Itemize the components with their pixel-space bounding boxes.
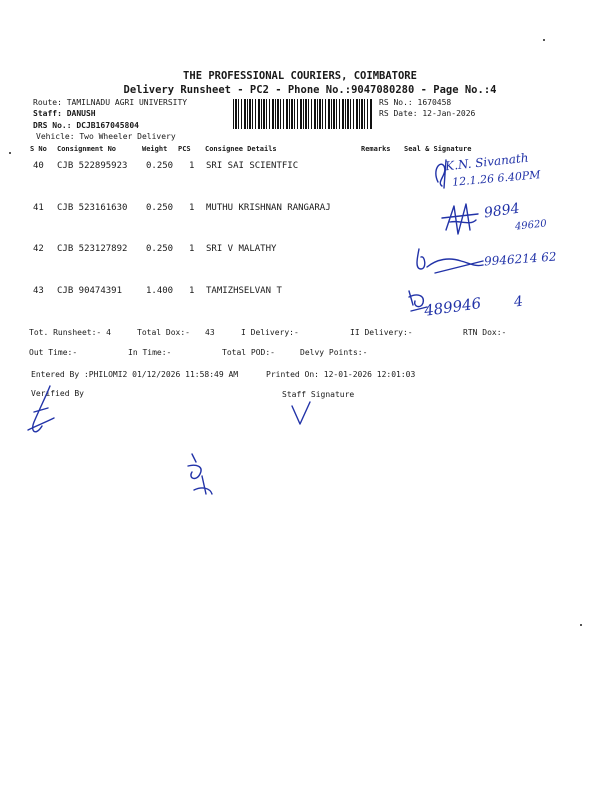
handwriting-row40-date: 12.1.26 6.40PM [451,168,542,189]
i-delivery: I Delivery:- [241,328,299,337]
cell-pcs: 1 [189,203,195,213]
vehicle-label: Vehicle: Two Wheeler Delivery [36,132,176,141]
entered-by: Entered By :PHILOMI2 01/12/2026 11:58:49 AM [31,370,239,379]
total-dox-value: 43 [205,328,215,337]
cell-pcs: 1 [189,244,195,254]
rs-date: RS Date: 12-Jan-2026 [379,109,476,118]
header-weight: Weight [142,145,168,153]
cell-consignee: MUTHU KRISHNAN RANGARAJ [206,203,331,213]
handwriting-row40-name: K.N. Sivanath [444,150,530,174]
header-consignee: Consignee Details [205,145,277,153]
header-pcs: PCS [178,145,191,153]
header-sno: S No [30,145,47,153]
cell-pcs: 1 [189,161,195,171]
cell-weight: 0.250 [146,203,174,213]
runsheet-subtitle: Delivery Runsheet - PC2 - Phone No.:9047080280 - Page No.:4 [123,84,497,96]
total-runsheet: Tot. Runsheet:- 4 [29,328,111,337]
total-dox-label: Total Dox:- [137,328,190,337]
out-time: Out Time:- [29,348,78,357]
scan-speck [580,624,582,626]
cell-consignee: SRI SAI SCIENTFIC [206,161,299,171]
header-consignment: Consignment No [57,145,117,153]
total-pod: Total POD:- [222,348,275,357]
ii-delivery: II Delivery:- [350,328,413,337]
staff-signature-label: Staff Signature [282,390,355,399]
delivery-points: Delvy Points:- [300,348,368,357]
header-seal: Seal & Signature [404,145,472,153]
cell-pcs: 1 [189,286,195,296]
scan-speck [543,39,545,41]
cell-weight: 1.400 [146,286,174,296]
cell-consignment: CJB 90474391 [57,286,123,296]
cell-sno: 43 [33,286,44,296]
in-time: In Time:- [128,348,172,357]
handwriting-row41-b: 49620 [514,218,548,233]
route-label: Route: TAMILNADU AGRI UNIVERSITY [33,98,188,107]
cell-sno: 40 [33,161,44,171]
cell-consignee: TAMIZHSELVAN T [206,286,282,296]
cell-consignment: CJB 522895923 [57,161,128,171]
company-title: THE PROFESSIONAL COURIERS, COIMBATORE [183,70,417,82]
handwriting-row42: 9946214 62 [483,249,557,269]
verified-by: Verified By [31,389,84,398]
rs-number: RS No.: 1670458 [379,98,452,107]
verifier-signature [20,382,70,442]
cell-consignee: SRI V MALATHY [206,244,277,254]
cell-weight: 0.250 [146,161,174,171]
cell-sno: 41 [33,203,44,213]
cell-consignment: CJB 523127892 [57,244,128,254]
staff-signature-mark [288,400,318,428]
drs-number: DRS No.: DCJB167045804 [33,121,139,130]
header-remarks: Remarks [361,145,391,153]
handwriting-row41-a: 9894 [483,200,521,222]
cell-weight: 0.250 [146,244,174,254]
scan-speck [9,152,11,154]
handwriting-row43: 489946 [423,294,483,320]
staff-label: Staff: DANUSH [33,109,96,118]
printed-on: Printed On: 12-01-2026 12:01:03 [266,370,416,379]
signature-row-42 [413,245,493,280]
cell-sno: 42 [33,244,44,254]
stray-signature [180,450,220,500]
rtn-dox: RTN Dox:- [463,328,507,337]
handwriting-row43-tail: 4 [512,293,524,311]
drs-barcode [233,99,373,129]
cell-consignment: CJB 523161630 [57,203,128,213]
